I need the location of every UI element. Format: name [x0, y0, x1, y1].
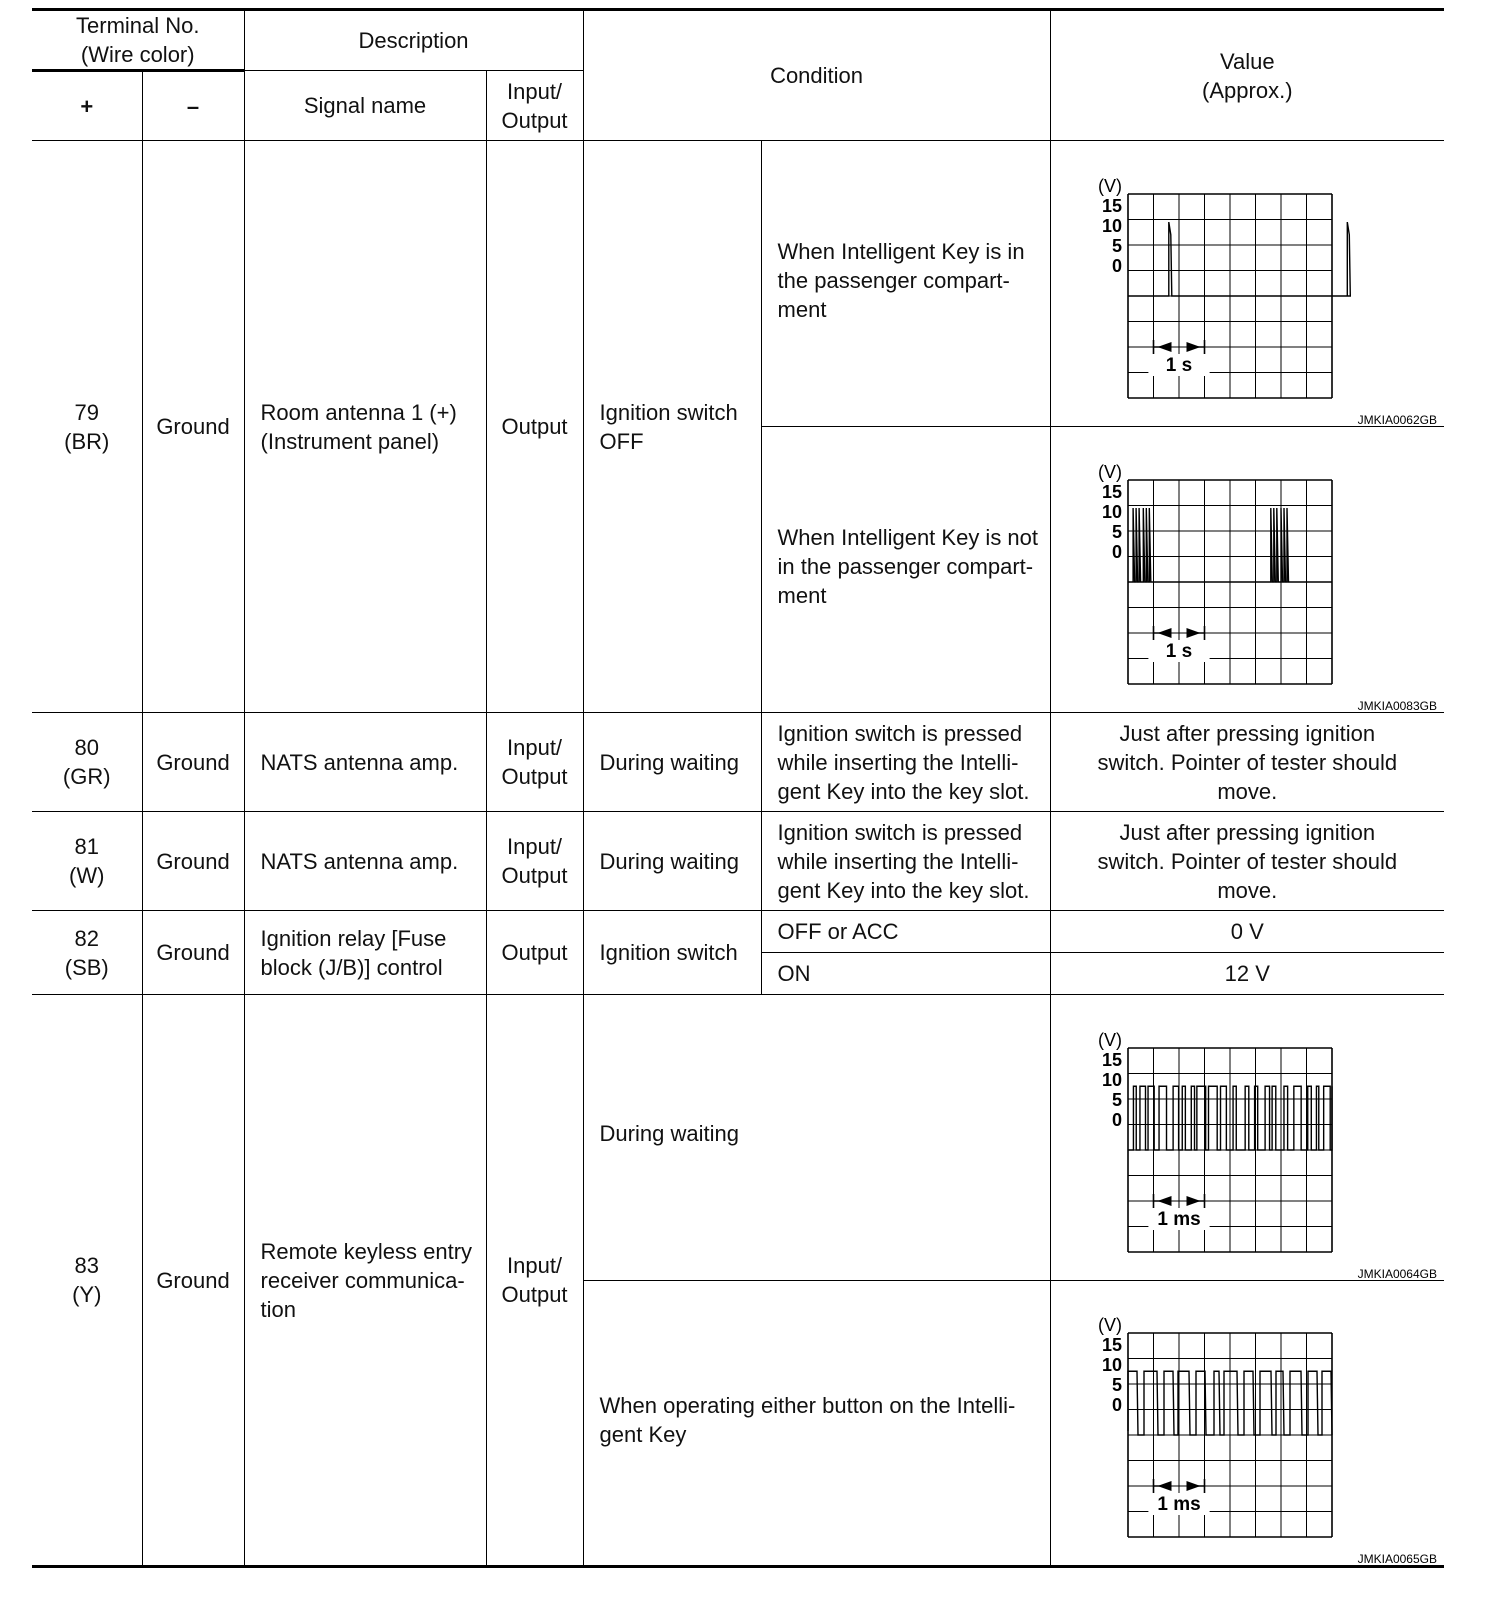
waveform-cell-83-waiting — [1050, 995, 1444, 1281]
terminal-spec-table — [32, 8, 1444, 1568]
condition-82: Ignition switch — [583, 911, 761, 995]
io-83: Input/ Output — [486, 995, 583, 1567]
y-tick-label: 15 — [1101, 1335, 1122, 1355]
header-value: Value (Approx.) — [1050, 10, 1444, 141]
header-input-output: Input/ Output — [486, 71, 583, 141]
time-scale-label: 1 ms — [1156, 1208, 1201, 1230]
subcondition-82-off: OFF or ACC — [761, 911, 1050, 953]
y-tick-label: 5 — [1111, 1089, 1122, 1110]
header-minus: – — [142, 71, 244, 141]
waveform-cell-79-in — [1050, 141, 1444, 427]
condition-83-waiting: During waiting — [583, 995, 1050, 1281]
signal-79: Room antenna 1 (+) (Instrument panel) — [244, 141, 486, 713]
waveform-chart-1 — [1051, 428, 1445, 712]
condition-79: Ignition switch OFF — [583, 141, 761, 713]
time-scale-label: 1 ms — [1156, 1494, 1201, 1515]
signal-82: Ignition relay [Fuse block (J/B)] control — [244, 911, 486, 995]
y-unit-label: (V) — [1097, 1029, 1122, 1050]
value-81: Just after pressing ignition switch. Pointer of tester should move. — [1050, 812, 1444, 911]
waveform-chart-3 — [1051, 1281, 1445, 1565]
condition-80: During waiting — [583, 713, 761, 812]
y-tick-label: 5 — [1111, 235, 1122, 256]
figure-code: JMKIA0062GB — [1357, 412, 1437, 426]
terminal-80: 80 (GR) — [32, 713, 142, 812]
subcondition-81: Ignition switch is pressed while inserting the Intelli- gent Key into the key slot. — [761, 812, 1050, 911]
subcondition-79-in: When Intelligent Key is in the passenger compart- ment — [761, 141, 1050, 427]
waveform-chart-0 — [1051, 142, 1445, 426]
y-unit-label: (V) — [1097, 175, 1122, 196]
y-tick-label: 0 — [1111, 1109, 1122, 1130]
y-tick-label: 15 — [1101, 195, 1122, 216]
ground-80: Ground — [142, 713, 244, 812]
value-82-off: 0 V — [1050, 911, 1444, 953]
io-80: Input/ Output — [486, 713, 583, 812]
waveform-cell-83-operating — [1050, 1281, 1444, 1567]
y-unit-label: (V) — [1097, 461, 1122, 482]
y-tick-label: 15 — [1101, 1049, 1122, 1070]
subcondition-80: Ignition switch is pressed while inserting the Intelli- gent Key into the key slot. — [761, 713, 1050, 812]
terminal-83: 83 (Y) — [32, 995, 142, 1567]
y-tick-label: 10 — [1101, 1069, 1122, 1090]
condition-81: During waiting — [583, 812, 761, 911]
ground-83: Ground — [142, 995, 244, 1567]
y-tick-label: 0 — [1111, 541, 1122, 562]
figure-code: JMKIA0065GB — [1357, 1552, 1437, 1565]
ground-82: Ground — [142, 911, 244, 995]
header-description: Description — [244, 10, 583, 71]
y-tick-label: 0 — [1111, 255, 1122, 276]
subcondition-79-out: When Intelligent Key is not in the passenger compart- ment — [761, 427, 1050, 713]
ground-79: Ground — [142, 141, 244, 713]
time-scale-label: 1 s — [1165, 354, 1192, 376]
header-terminal-no: Terminal No. (Wire color) — [32, 10, 244, 71]
y-tick-label: 5 — [1111, 1375, 1122, 1395]
value-82-on: 12 V — [1050, 953, 1444, 995]
y-tick-label: 5 — [1111, 521, 1122, 542]
condition-83-operating: When operating either button on the Intelli- gent Key — [583, 1281, 1050, 1567]
signal-83: Remote keyless entry receiver communica- tion — [244, 995, 486, 1567]
value-80: Just after pressing ignition switch. Pointer of tester should move. — [1050, 713, 1444, 812]
waveform-chart-2 — [1051, 996, 1445, 1280]
time-scale-label: 1 s — [1165, 640, 1192, 662]
figure-code: JMKIA0064GB — [1357, 1266, 1437, 1280]
waveform-cell-79-out — [1050, 427, 1444, 713]
y-tick-label: 10 — [1101, 501, 1122, 522]
terminal-82: 82 (SB) — [32, 911, 142, 995]
y-tick-label: 10 — [1101, 1355, 1122, 1375]
y-unit-label: (V) — [1097, 1315, 1122, 1335]
signal-80: NATS antenna amp. — [244, 713, 486, 812]
ground-81: Ground — [142, 812, 244, 911]
y-tick-label: 0 — [1111, 1395, 1122, 1415]
header-signal-name: Signal name — [244, 71, 486, 141]
y-tick-label: 10 — [1101, 215, 1122, 236]
header-plus: + — [32, 71, 142, 141]
signal-81: NATS antenna amp. — [244, 812, 486, 911]
figure-code: JMKIA0083GB — [1357, 698, 1437, 712]
subcondition-82-on: ON — [761, 953, 1050, 995]
waveform-trace — [1128, 222, 1350, 296]
io-79: Output — [486, 141, 583, 713]
header-condition: Condition — [583, 10, 1050, 141]
terminal-81: 81 (W) — [32, 812, 142, 911]
terminal-79: 79 (BR) — [32, 141, 142, 713]
io-81: Input/ Output — [486, 812, 583, 911]
io-82: Output — [486, 911, 583, 995]
y-tick-label: 15 — [1101, 481, 1122, 502]
